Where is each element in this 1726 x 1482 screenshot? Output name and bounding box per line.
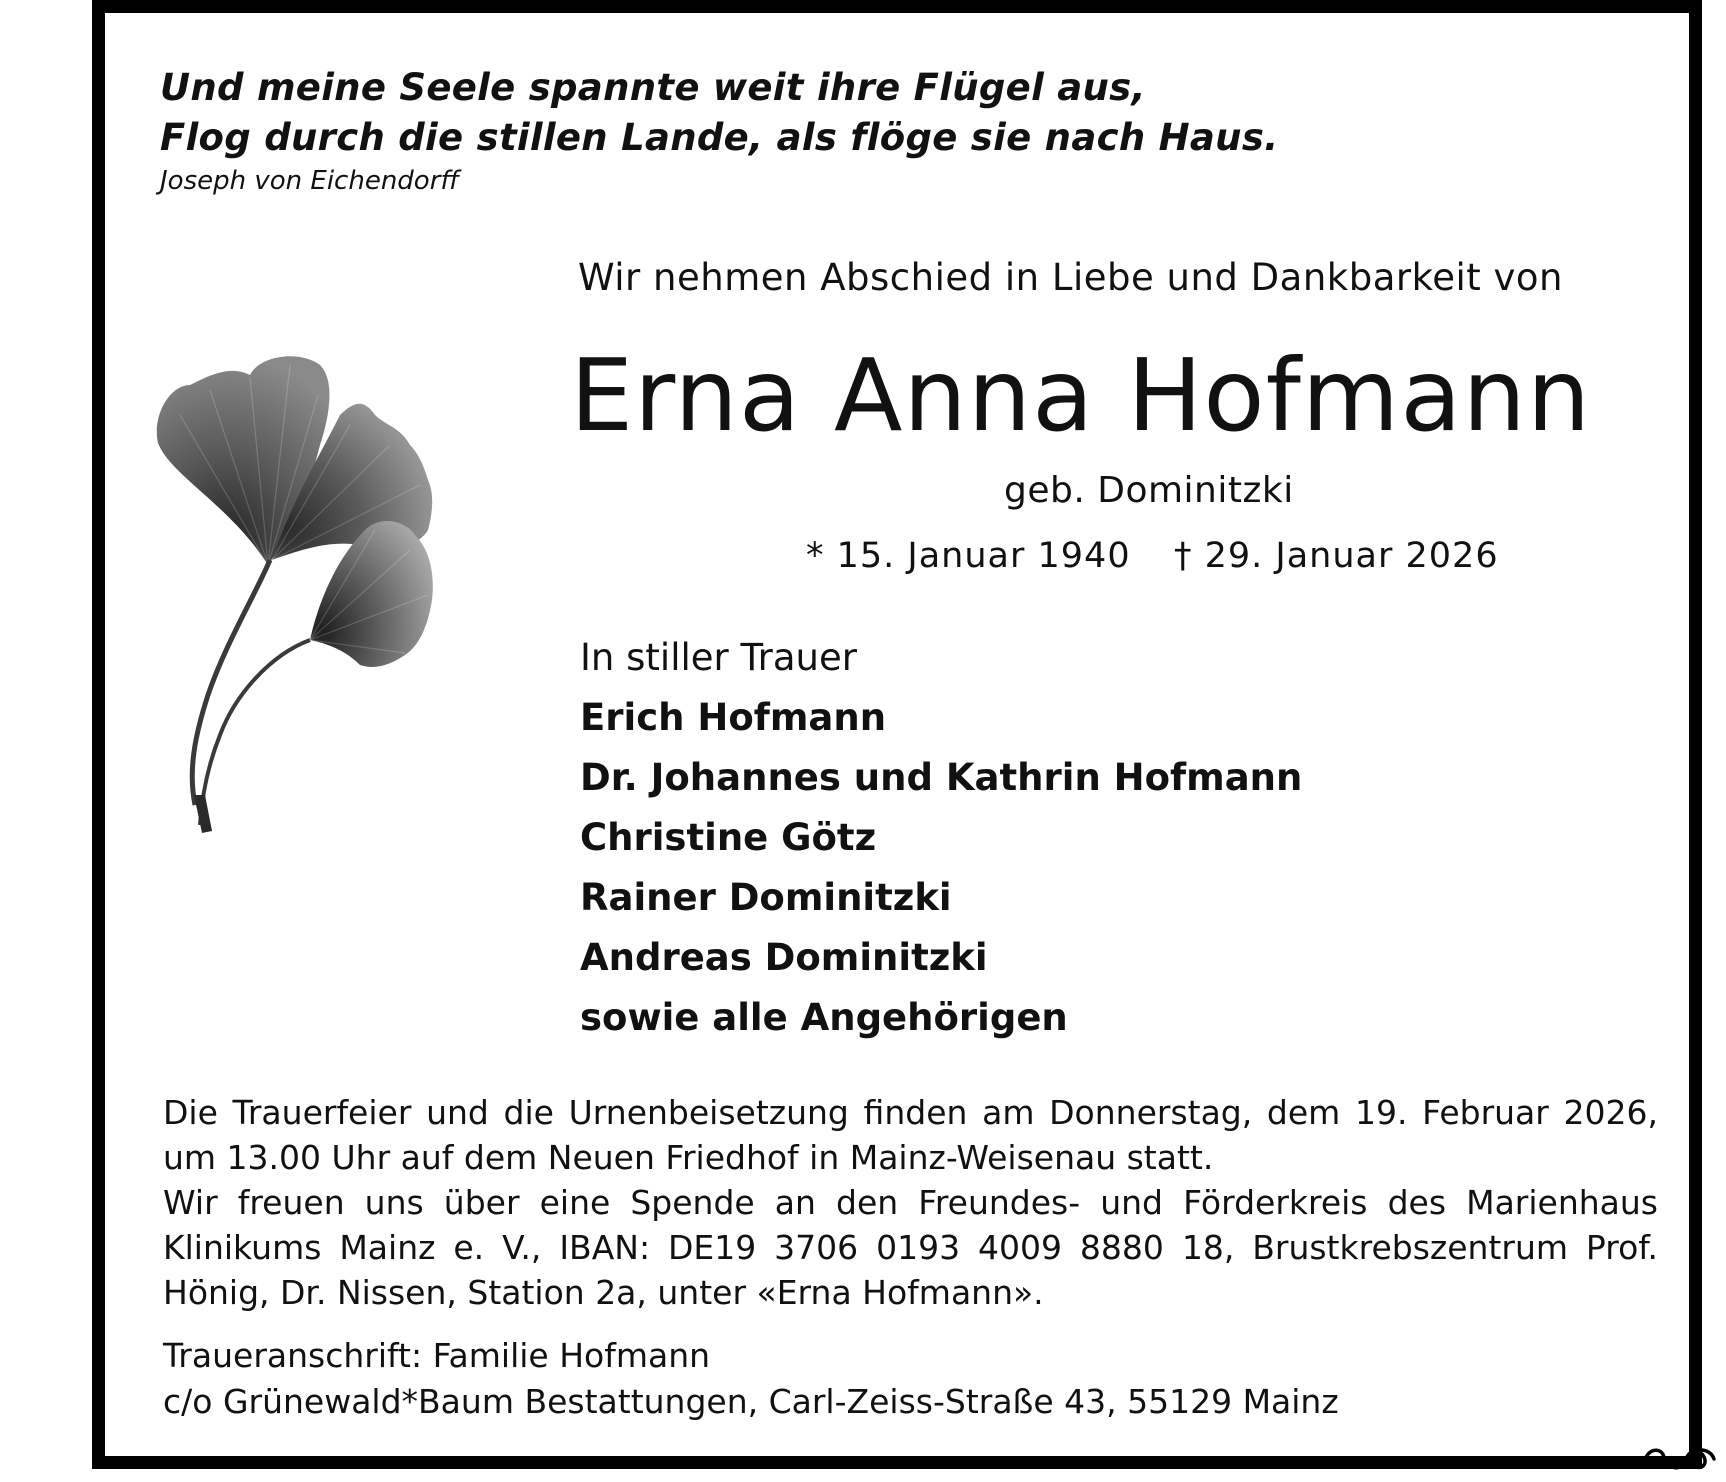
mourner-name: Erich Hofmann [580, 696, 887, 739]
ginkgo-leaves-icon [150, 355, 470, 865]
maiden-name: geb. Dominitzki [1004, 470, 1294, 511]
mourner-name: Rainer Dominitzki [580, 876, 952, 919]
donation-info: Wir freuen uns über eine Spende an den Freundes- und Förderkreis des Marienhaus Klinikums Mainz e. V., IBAN: DE19 3706 0193 4009 8880 18, Brustkrebszentrum Prof. Hönig, Dr. Nissen, Station 2a, unter «Erna Hofmann». [163, 1183, 1658, 1312]
death-date: † 29. Januar 2026 [1174, 536, 1499, 576]
address-line-1: Traueranschrift: Familie Hofmann [163, 1336, 711, 1375]
publisher-ornament-icon [1642, 1445, 1718, 1475]
address-line-2: c/o Grünewald*Baum Bestattungen, Carl-Zeiss-Straße 43, 55129 Mainz [163, 1382, 1339, 1421]
deceased-name: Erna Anna Hofmann [570, 337, 1592, 454]
quote-line-2: Flog durch die stillen Lande, als flöge sie nach Haus. [160, 116, 1279, 159]
quote-author: Joseph von Eichendorff [160, 166, 460, 196]
mourner-name: Andreas Dominitzki [580, 936, 988, 979]
quote-line-1: Und meine Seele spannte weit ihre Flügel aus, [160, 66, 1146, 109]
farewell-intro: Wir nehmen Abschied in Liebe und Dankbarkeit von [578, 256, 1563, 299]
mourner-name: Christine Götz [580, 816, 877, 859]
mourner-name: Dr. Johannes und Kathrin Hofmann [580, 756, 1303, 799]
mourner-name: sowie alle Angehörigen [580, 996, 1068, 1039]
mourners-intro: In stiller Trauer [580, 636, 857, 679]
ceremony-info: Die Trauerfeier und die Urnenbeisetzung finden am Donnerstag, dem 19. Februar 2026, um 13.00 Uhr auf dem Neuen Friedhof in Mainz-Weisenau statt. [163, 1093, 1658, 1177]
birth-date: * 15. Januar 1940 [806, 536, 1131, 576]
